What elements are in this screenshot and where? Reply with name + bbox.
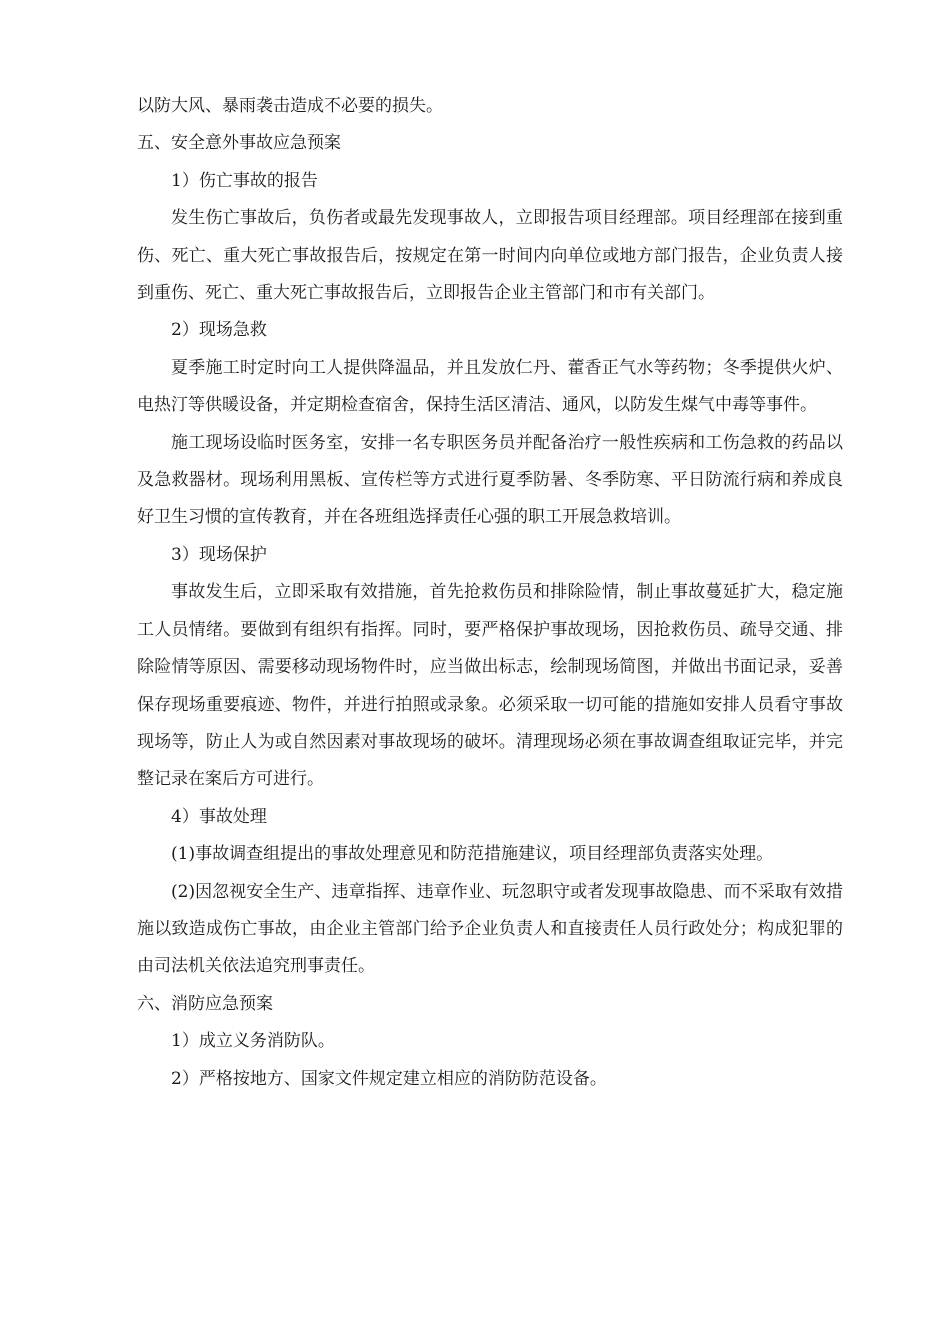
subheading-scene-protection: 3）现场保护 [171,544,267,565]
subheading-first-aid: 2）现场急救 [171,320,267,341]
section-heading-5: 五、安全意外事故应急预案 [137,133,341,154]
paragraph-handling-1: (1)事故调查组提出的事故处理意见和防范措施建议，项目经理部负责落实处理。 [171,844,774,865]
section-heading-6: 六、消防应急预案 [137,993,273,1014]
paragraph-continuation: 以防大风、暴雨袭击造成不必要的损失。 [137,96,443,116]
document-page [137,88,843,1098]
list-item-fire-equipment: 2）严格按地方、国家文件规定建立相应的消防防范设备。 [171,1068,607,1089]
subheading-casualty-report: 1）伤亡事故的报告 [171,170,318,191]
paragraph-scene-protection: 事故发生后，立即采取有效措施，首先抢救伤员和排除险情，制止事故蔓延扩大，稳定施工人员情绪。要做到有组织有指挥。同时，要严格保护事故现场，因抢救伤员、疏导交通、排除险情等原因、需要移动现场物件时，应当做出标志，绘制现场简图，并做出书面记录，妥善保存现场重要痕迹、物件，并进行拍照或录象。必须采取一切可能的措施如安排人员看守事故现场等，防止人为或自然因素对事故现场的破坏。清理现场必须在事故调查组取证完毕，并完整记录在案后方可进行。 [137,582,843,790]
subheading-accident-handling: 4）事故处理 [171,806,267,827]
list-item-fire-team: 1）成立义务消防队。 [171,1031,335,1052]
paragraph-handling-2: (2)因忽视安全生产、违章指挥、违章作业、玩忽职守或者发现事故隐患、而不采取有效措施以致造成伤亡事故，由企业主管部门给予企业负责人和直接责任人员行政处分；构成犯罪的由司法机关依法追究刑事责任。 [137,881,843,977]
paragraph-casualty-report: 发生伤亡事故后，负伤者或最先发现事故人，立即报告项目经理部。项目经理部在接到重伤、死亡、重大死亡事故报告后，按规定在第一时间内向单位或地方部门报告，企业负责人接到重伤、死亡、重大死亡事故报告后，立即报告企业主管部门和市有关部门。 [137,208,843,304]
paragraph-seasonal-care: 夏季施工时定时向工人提供降温品，并且发放仁丹、藿香正气水等药物；冬季提供火炉、电热汀等供暖设备，并定期检查宿舍，保持生活区清洁、通风，以防发生煤气中毒等事件。 [137,357,843,416]
paragraph-medical-room: 施工现场设临时医务室，安排一名专职医务员并配备治疗一般性疾病和工伤急救的药品以及急救器材。现场利用黑板、宣传栏等方式进行夏季防暑、冬季防寒、平日防流行病和养成良好卫生习惯的宣传教育，并在各班组选择责任心强的职工开展急救培训。 [137,432,843,528]
